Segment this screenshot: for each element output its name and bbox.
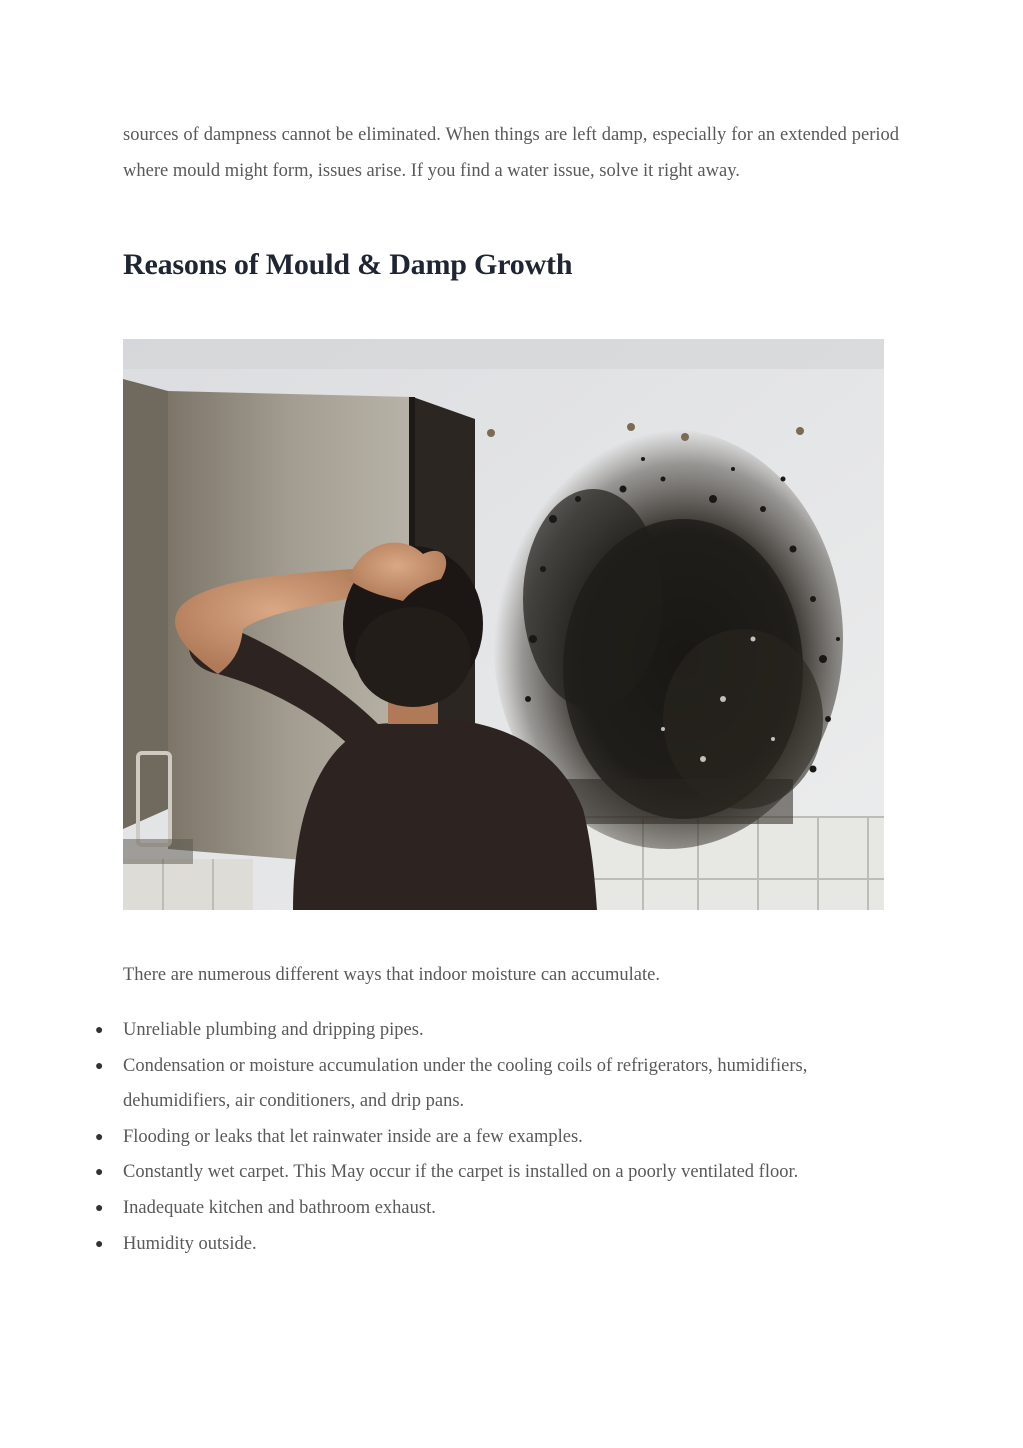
list-item-text: Flooding or leaks that let rainwater inside are a few examples. bbox=[123, 1126, 583, 1147]
section-heading: Reasons of Mould & Damp Growth bbox=[123, 248, 573, 281]
list-item bbox=[95, 1120, 899, 1156]
list-item-text: Constantly wet carpet. This May occur if the carpet is installed on a poorly ventilated floor. bbox=[123, 1162, 799, 1183]
intro-paragraph: sources of dampness cannot be eliminated. When things are left damp, especially for an extended period where mould might form, issues arise. If you find a water issue, solve it right away. bbox=[123, 125, 899, 181]
list-item bbox=[95, 1227, 899, 1263]
list-item bbox=[95, 1191, 899, 1227]
list-item bbox=[95, 1155, 899, 1191]
lead-paragraph: There are numerous different ways that indoor moisture can accumulate. bbox=[123, 965, 660, 985]
bullet-icon: ● bbox=[95, 1058, 104, 1074]
bullet-icon: ● bbox=[95, 1236, 104, 1252]
list-item-text: Inadequate kitchen and bathroom exhaust. bbox=[123, 1197, 436, 1218]
list-item-text: Unreliable plumbing and dripping pipes. bbox=[123, 1020, 424, 1040]
mould-photo bbox=[123, 339, 884, 910]
bullet-icon: ● bbox=[95, 1200, 104, 1216]
bullet-icon: ● bbox=[95, 1023, 104, 1038]
list-item bbox=[95, 1013, 899, 1049]
bullet-icon: ● bbox=[95, 1129, 104, 1145]
list-item-text: Condensation or moisture accumulation under the cooling coils of refrigerators, humidifiers, dehumidifiers, air conditioners, and drip pans. bbox=[123, 1055, 808, 1112]
list-item bbox=[95, 1049, 899, 1120]
bullet-icon: ● bbox=[95, 1165, 104, 1181]
moisture-sources-list bbox=[95, 1013, 899, 1262]
list-item-text: Humidity outside. bbox=[123, 1233, 257, 1254]
